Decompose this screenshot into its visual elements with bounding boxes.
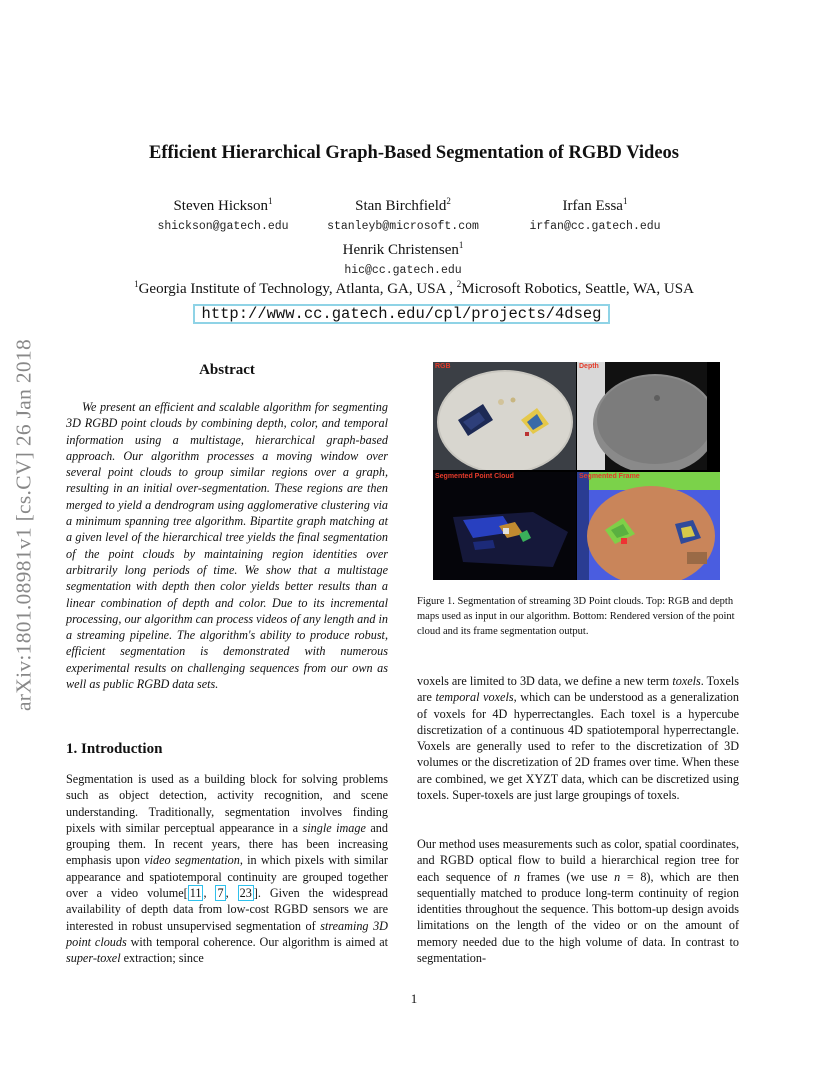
arxiv-stamp-text: arXiv:1801.08981v1 [cs.CV] 26 Jan 2018 xyxy=(11,338,36,712)
affiliations: $^1$Georgia Institute of Technology, Atlanta, GA, USA , $^2$Microsoft Robotics, Seattle, WA, USA xyxy=(134,279,694,297)
author-name: Stan Birchfield$^2$ xyxy=(355,196,451,214)
author-email: hic@cc.gatech.edu xyxy=(344,264,462,277)
author-block xyxy=(505,196,685,233)
author-block xyxy=(313,240,493,277)
abstract-heading: Abstract xyxy=(199,362,255,378)
depth-panel xyxy=(577,362,720,470)
segmented-point-cloud-panel xyxy=(433,472,576,580)
author-email: shickson@gatech.edu xyxy=(157,220,289,233)
intro-paragraph: Segmentation is used as a building block for solving problems such as object detection, activity recognition, and scene understanding. Traditionally, segmentation involves finding pixels with similar perceptual appearance in a single image and grouping them. In recent years, there has been increasing emphasis upon video segmentation, in which pixels with similar appearance and spatiotemporal continuity are grouped together over a video volume[ 11 , 7 , 23 ]. Given the widespread availability of depth data from low-cost RGBD sensors we are interested in robust unsupervised segmentation of streaming 3D point clouds with temporal coherence. Our algorithm is aimed at super-toxel extraction; since xyxy=(66,772,389,966)
panel-label: RGB xyxy=(435,363,451,370)
author-name: Henrik Christensen$^1$ xyxy=(342,240,464,258)
segmented-frame-panel xyxy=(577,472,720,580)
intro-paragraph: Our method uses measurements such as color, spatial coordinates, and RGBD optical flow to build a hierarchical region tree for each sequence of n frames (we use n = 8), which are then sequentially matched to produce long-term continuity of region identities throughout the sequence. This bottom-up design avoids limitations on the length of the video or on the amount of memory needed due to the high volume of data. In contrast to segmentation- xyxy=(417,837,739,966)
author-block xyxy=(133,196,313,233)
paper-title: Efficient Hierarchical Graph-Based Segmentation of RGBD Videos xyxy=(149,143,679,163)
panel-label: Segmented Frame xyxy=(579,473,640,480)
depth-map-image xyxy=(577,362,720,470)
citation-link[interactable]: 23 xyxy=(239,886,252,901)
citation-link[interactable]: 7 xyxy=(217,886,224,901)
author-name: Irfan Essa$^1$ xyxy=(562,196,628,214)
arxiv-stamp xyxy=(0,290,48,760)
page-number: 1 xyxy=(410,991,418,1006)
author-block xyxy=(313,196,493,233)
author-email: stanleyb@microsoft.com xyxy=(327,220,479,233)
project-url-link[interactable]: http://www.cc.gatech.edu/cpl/projects/4dseg xyxy=(193,304,610,324)
segmented-point-cloud-image xyxy=(433,472,576,580)
citation-link[interactable]: 11 xyxy=(189,886,202,901)
rgb-panel xyxy=(433,362,576,470)
rgb-scene-image xyxy=(433,362,576,470)
author-email: irfan@cc.gatech.edu xyxy=(529,220,661,233)
section-heading: 1. Introduction xyxy=(66,741,163,757)
panel-label: Depth xyxy=(579,363,599,370)
author-name: Steven Hickson$^1$ xyxy=(173,196,273,214)
intro-paragraph: voxels are limited to 3D data, we define a new term toxels. Toxels are temporal voxels, which can be understood as a generalization of voxels for 4D hyperrectangles. Each toxel is a hypercube discretization of a continuous 4D spatiotemporal hyperrectangle. Voxels are generally used to refer to the discretization of 3D volumes or the discretization of 2D frames over time. When these are combined, we get XYZT data, which can be discretized using toxels. Super-toxels are just large groupings of toxels. xyxy=(417,674,739,803)
abstract-text: We present an efficient and scalable algorithm for segmenting 3D RGBD point clouds by combining depth, color, and temporal information using a multistage, hierarchical graph-based approach. Our algorithm processes a moving window over several point clouds to group similar regions over a graph, resulting in an initial over-segmentation. These regions are then merged to yield a dendrogram using agglomerative clustering via a minimum spanning tree algorithm. Bipartite graph matching at a given level of the hierarchical tree yields the final segmentation of the point clouds by maintaining region identities over arbitrarily long periods of time. We show that a multistage segmentation with depth then color yields better results than a linear combination of depth and color. Due to its incremental processing, our algorithm can process videos of any length and in a streaming pipeline. The algorithm's ability to produce robust, efficient segmentation is demonstrated with numerous experimental results on challenging sequences from our own as well as public RGBD data sets. xyxy=(66,400,388,692)
figure-caption: Figure 1. Segmentation of streaming 3D Point clouds. Top: RGB and depth maps used as input in our algorithm. Bottom: Rendered version of the point cloud and its frame segmentation output. xyxy=(417,596,735,637)
panel-label: Segmented Point Cloud xyxy=(435,473,514,480)
segmented-frame-image xyxy=(577,472,720,580)
figure-1 xyxy=(433,362,720,580)
